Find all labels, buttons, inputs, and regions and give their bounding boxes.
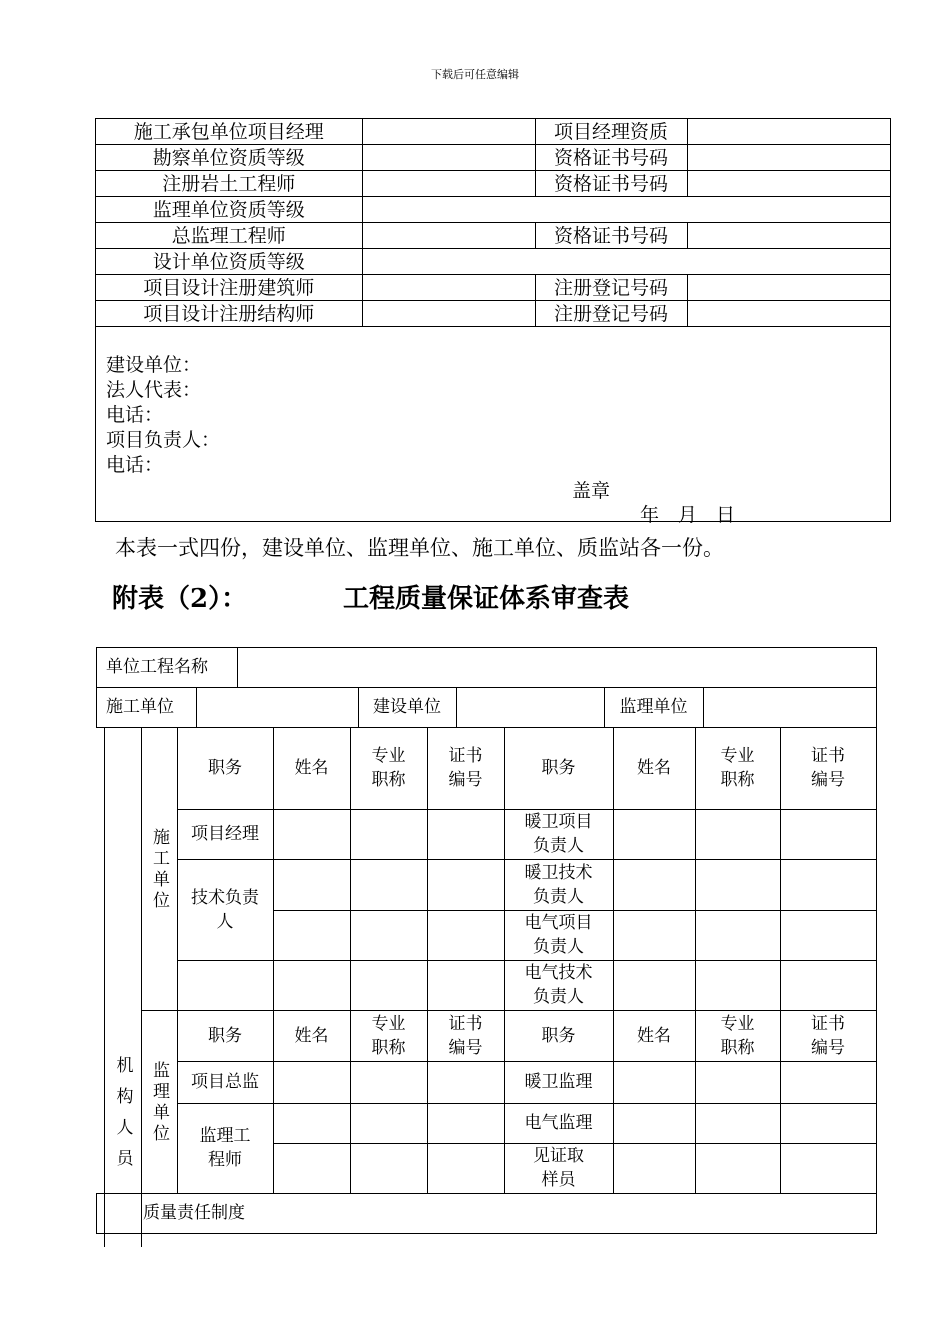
appendix-label: 附表（2）： [112,584,248,614]
phone-line: 电话： [106,404,164,426]
registration-row [96,301,890,327]
header-cert-2: 证书 编号 [811,746,845,790]
owner-unit-line: 建设单位： [106,354,202,376]
quality-responsibility-label: 质量责任制度 [143,1203,245,1223]
value-cell-2 [687,119,890,145]
copies-note: 本表一式四份，建设单位、监理单位、施工单位、质监站各一份。 [115,536,724,560]
header-cert: 证书 编号 [448,746,483,790]
value-cell-2 [687,145,890,171]
value-cell-2 [687,171,890,197]
registration-table [95,118,891,526]
grid-line [96,1193,97,1234]
value-cell-2 [687,223,890,249]
construction-group-label: 施工单位 [149,828,169,912]
grid-line [96,687,877,688]
org-staff-label: 机构人员 [112,1055,133,1180]
role-project-manager: 项目经理 [191,824,259,844]
row-label-2: 资格证书号码 [535,145,687,171]
registration-row [96,275,890,301]
sup-header-name: 姓名 [294,1025,329,1046]
role-hvac-supervisor: 暖卫监理 [524,1072,593,1092]
sup-header-cert-2: 证书 编号 [811,1013,845,1058]
header-position-2: 职务 [541,758,576,778]
registration-row [96,119,890,145]
role-chief-supervisor: 项目总监 [191,1072,259,1092]
legal-rep-line: 法人代表： [106,379,202,401]
header-title: 专业 职称 [371,746,406,790]
owner-unit-label: 建设单位 [373,697,441,717]
row-label-2: 注册登记号码 [535,301,687,327]
role-technical-lead: 技术负责 人 [191,887,259,932]
sup-header-name-2: 姓名 [637,1025,671,1046]
registration-grid [96,119,890,327]
project-name-label: 单位工程名称 [106,657,208,677]
registration-row [96,171,890,197]
grid-line [456,687,457,728]
row-label: 总监理工程师 [96,223,362,249]
sup-header-title: 专业 职称 [371,1013,406,1058]
registration-row [96,223,890,249]
grid-line [96,1233,877,1234]
appendix-title: 工程质量保证体系审查表 [343,584,630,614]
role-electrical-supervisor: 电气监理 [524,1113,593,1133]
header-title-2: 专业 职称 [720,746,755,790]
grid-line [237,647,238,688]
value-cell [362,301,535,327]
header-name: 姓名 [294,758,329,778]
registration-row [96,249,890,275]
value-cell [362,275,535,301]
registration-row [96,145,890,171]
grid-line [703,687,704,728]
value-cell [362,223,535,249]
role-electrical-project-lead: 电气项目 负责人 [524,913,593,957]
registration-row [96,197,890,223]
value-cell [362,249,890,275]
row-label-2: 资格证书号码 [535,171,687,197]
row-label: 注册岩土工程师 [96,171,362,197]
role-electrical-technical-lead: 电气技术 负责人 [524,963,593,1007]
role-witness-sampler: 见证取 样员 [533,1146,584,1190]
value-cell [362,119,535,145]
grid-line [876,647,877,1234]
row-label: 施工承包单位项目经理 [96,119,362,145]
value-cell [362,197,890,223]
owner-info-block [96,325,890,526]
value-cell [362,145,535,171]
project-lead-line: 项目负责人： [106,429,221,451]
header-name-2: 姓名 [637,758,671,778]
row-label-2: 资格证书号码 [535,223,687,249]
row-label: 项目设计注册结构师 [96,301,362,327]
sup-header-position-2: 职务 [541,1025,576,1046]
row-label: 设计单位资质等级 [96,249,362,275]
row-label: 项目设计注册建筑师 [96,275,362,301]
row-label: 监理单位资质等级 [96,197,362,223]
supervision-group-label: 监理单位 [149,1060,169,1145]
grid-line [196,687,197,728]
row-label-2: 注册登记号码 [535,275,687,301]
seal-label: 盖章 [572,480,611,502]
value-cell [362,171,535,197]
row-label: 勘察单位资质等级 [96,145,362,171]
row-label-2: 项目经理资质 [535,119,687,145]
construction-unit-label: 施工单位 [106,697,174,717]
supervision-unit-label: 监理单位 [619,697,688,717]
date-label: 年 月 日 [640,504,736,526]
value-cell-2 [687,301,890,327]
role-supervision-engineer: 监理工 程师 [199,1126,251,1170]
sup-header-title-2: 专业 职称 [720,1013,755,1058]
sup-header-cert: 证书 编号 [448,1013,483,1058]
role-hvac-project-lead: 暖卫项目 负责人 [524,812,593,856]
header-note: 下载后可任意编辑 [431,68,519,81]
role-hvac-technical-lead: 暖卫技术 负责人 [524,862,593,907]
sup-header-position: 职务 [208,1025,242,1046]
header-position: 职务 [208,758,242,778]
value-cell-2 [687,275,890,301]
phone-line-2: 电话： [106,454,164,476]
